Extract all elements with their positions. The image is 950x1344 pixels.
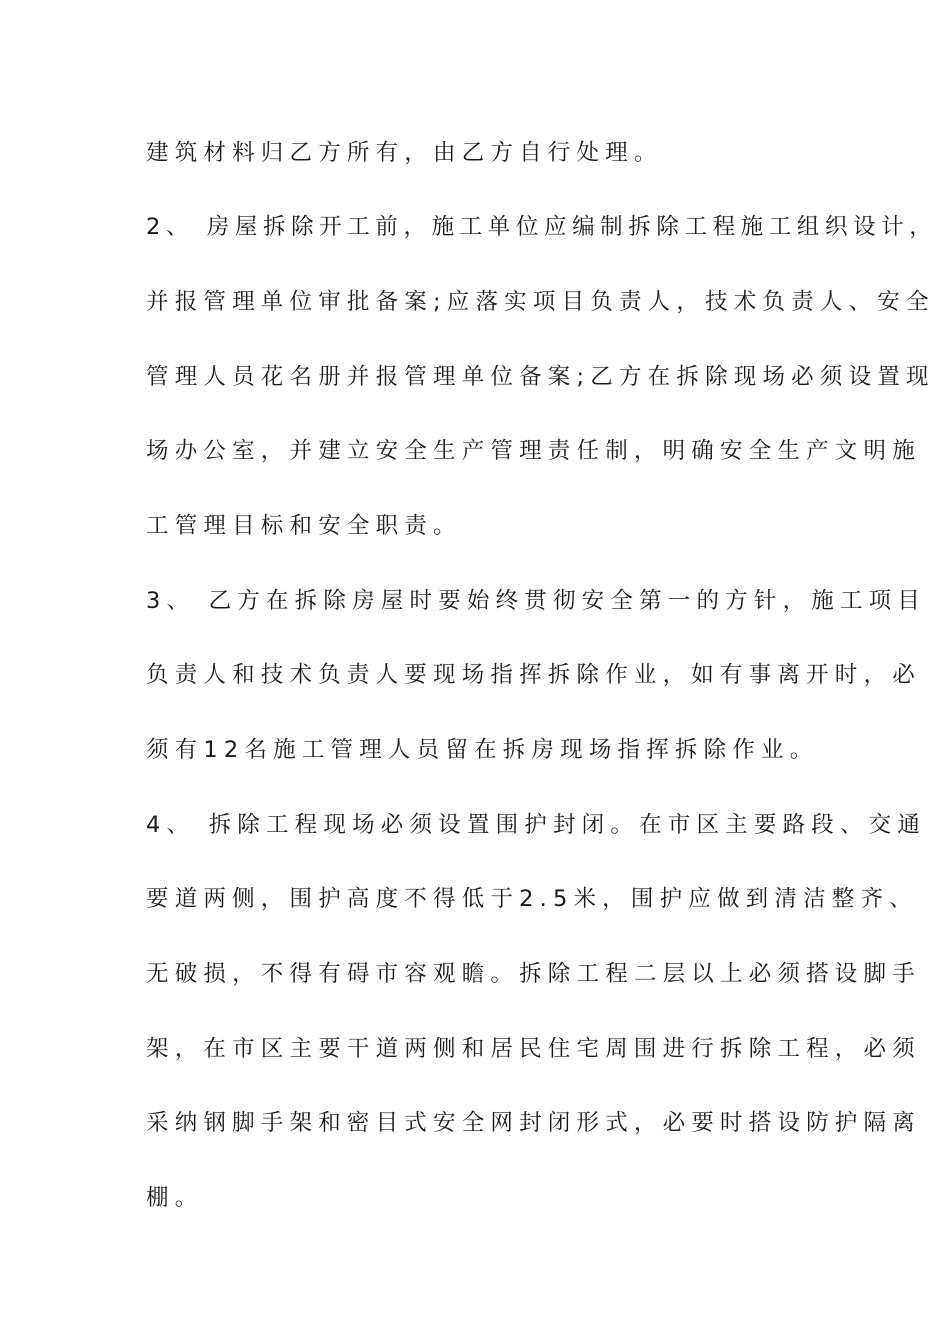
text-line: 架，在市区主要干道两侧和居民住宅周围进行拆除工程，必须 [146,1036,921,1062]
text-line: 4、 拆除工程现场必须设置围护封闭。在市区主要路段、交通 [146,812,927,838]
text-line: 工管理目标和安全职责。 [146,513,462,539]
text-line: 管理人员花名册并报管理单位备案;乙方在拆除现场必须设置现 [146,364,935,390]
text-line: 并报管理单位审批备案;应落实项目负责人，技术负责人、安全 [146,289,935,315]
text-line: 采纳钢脚手架和密目式安全网封闭形式，必要时搭设防护隔离 [146,1110,921,1136]
text-line: 无破损，不得有碍市容观瞻。拆除工程二层以上必须搭设脚手 [146,961,921,987]
text-line: 2、 房屋拆除开工前，施工单位应编制拆除工程施工组织设计， [146,214,938,240]
text-line: 须有12名施工管理人员留在拆房现场指挥拆除作业。 [146,737,819,763]
text-line: 建筑材料归乙方所有，由乙方自行处理。 [146,140,663,166]
text-line: 棚。 [146,1185,204,1211]
text-line: 3、 乙方在拆除房屋时要始终贯彻安全第一的方针，施工项目 [146,588,927,614]
text-line: 负责人和技术负责人要现场指挥拆除作业，如有事离开时，必 [146,662,921,688]
text-line: 场办公室，并建立安全生产管理责任制，明确安全生产文明施 [146,438,921,464]
text-line: 要道两侧，围护高度不得低于2.5米，围护应做到清洁整齐、 [146,886,918,912]
